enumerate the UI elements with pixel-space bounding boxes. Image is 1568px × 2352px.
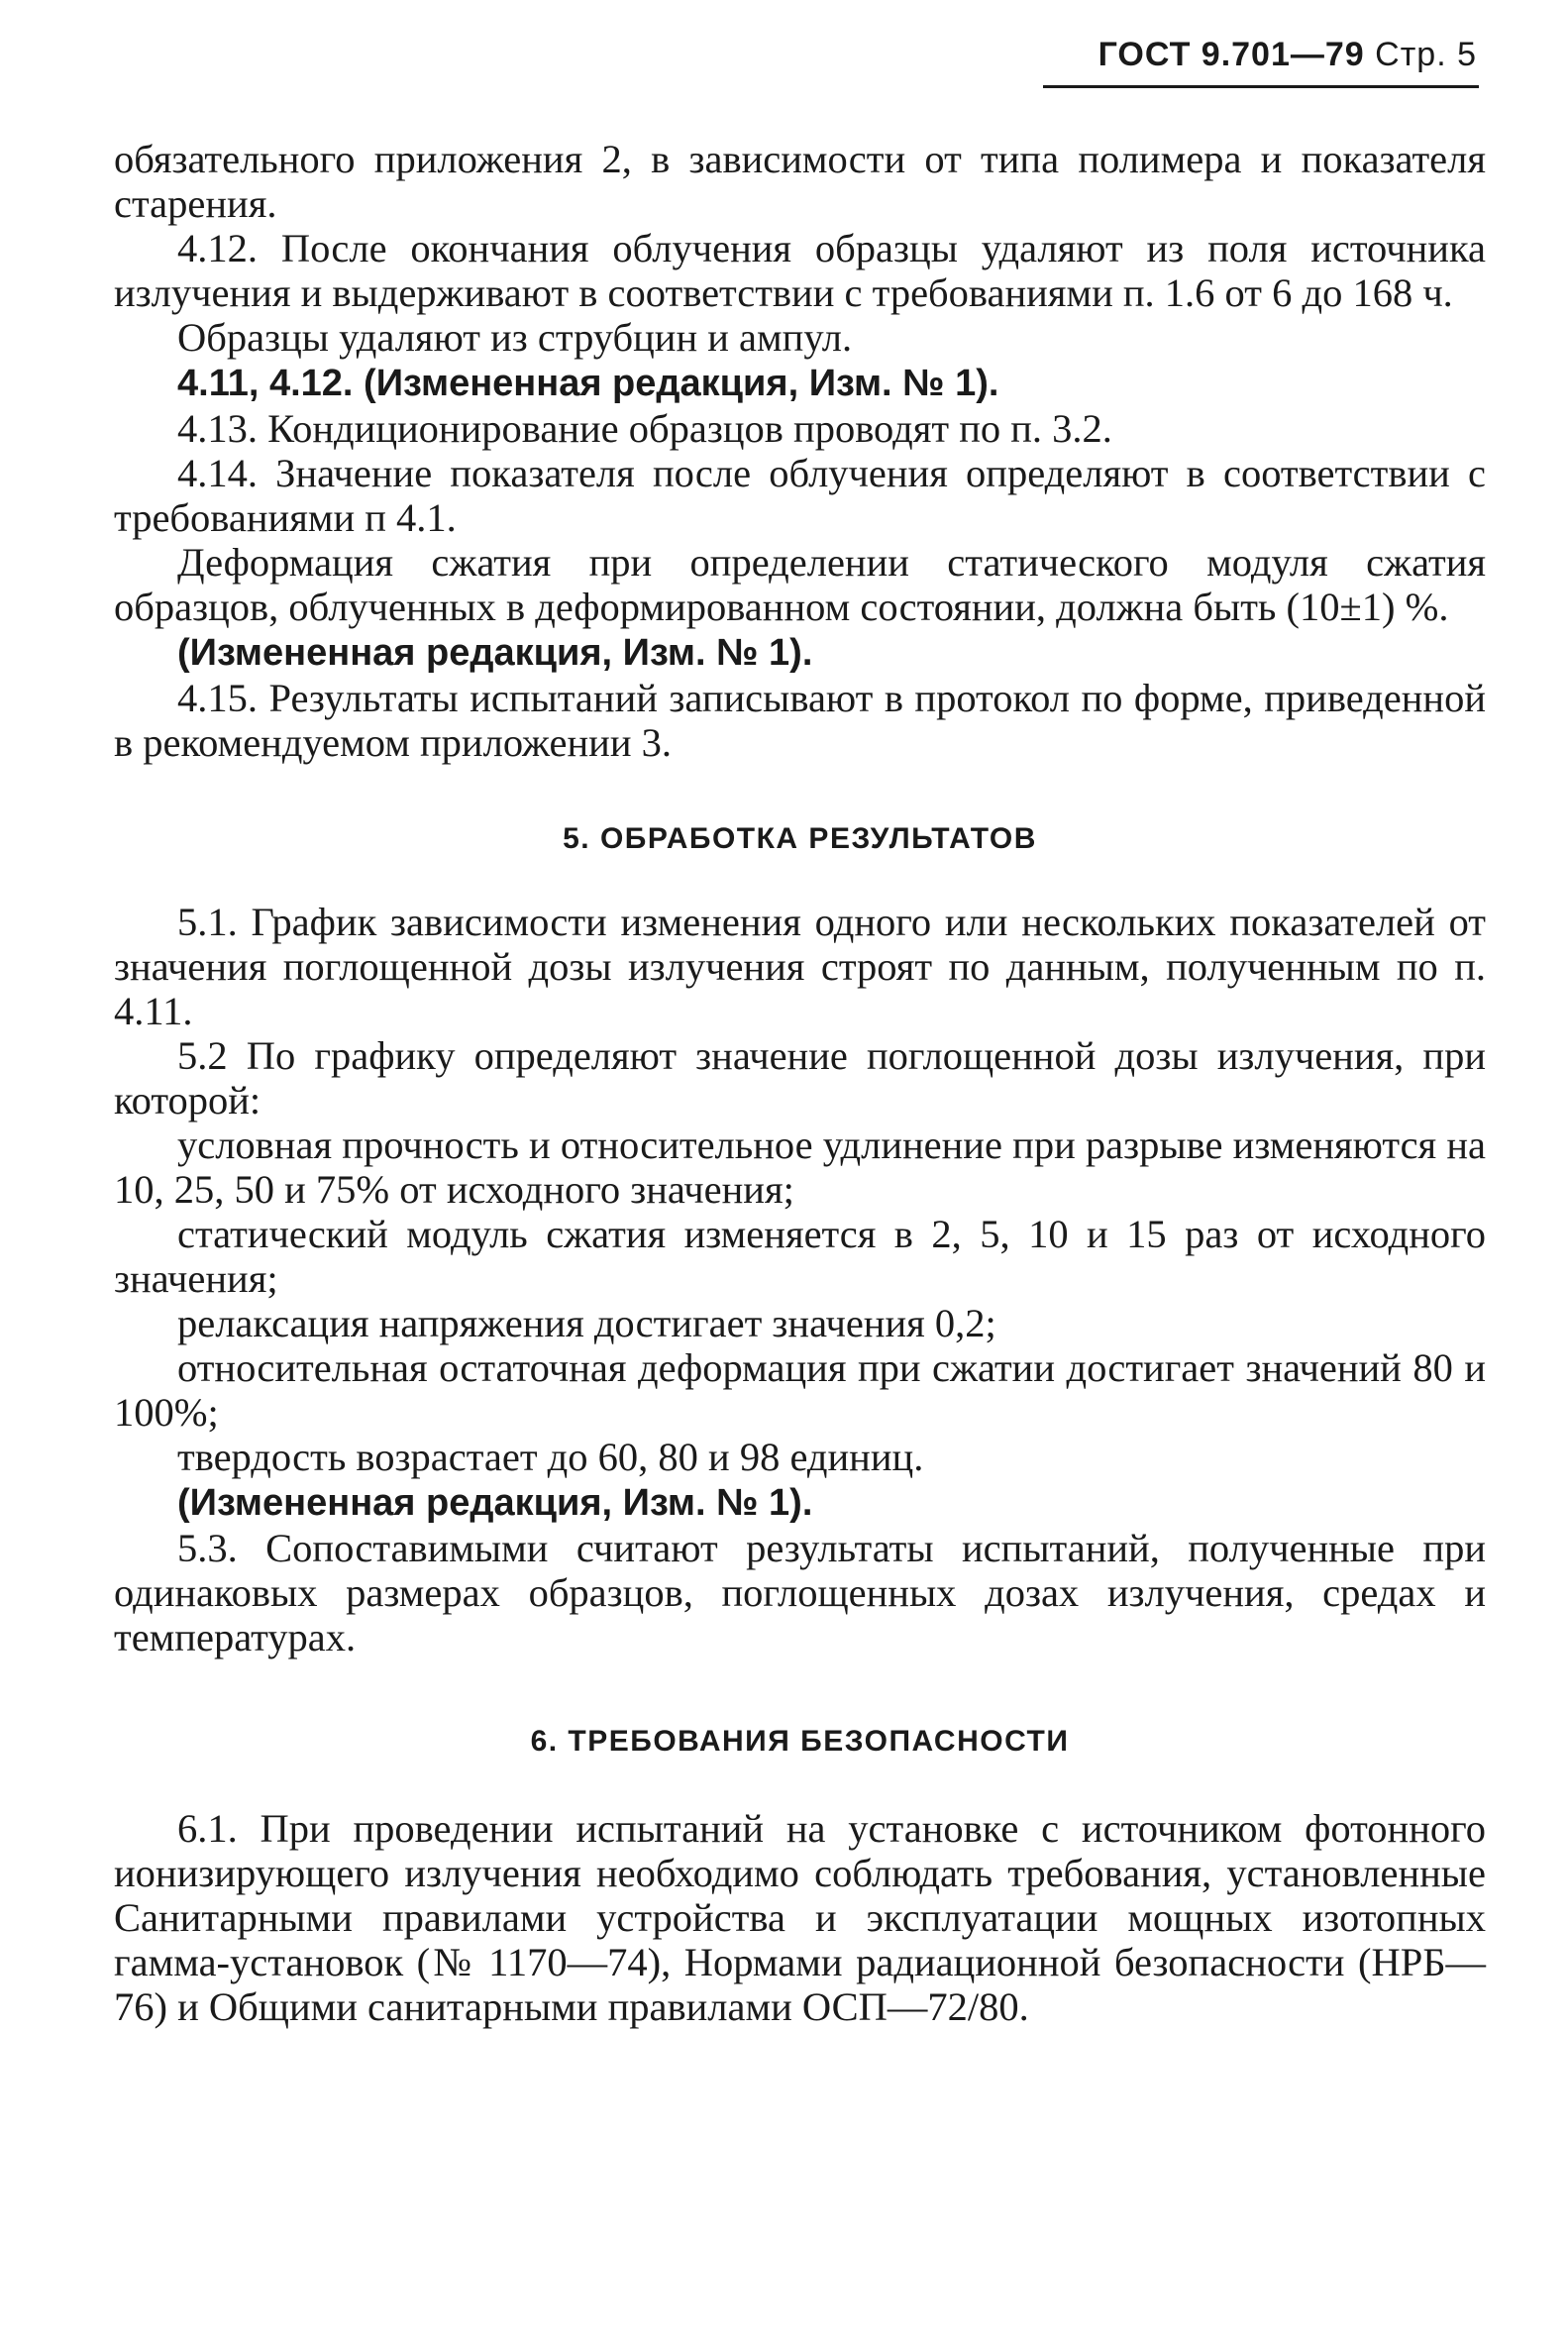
paragraph-5-1: 5.1. График зависимости изменения одного или нескольких показателей от значения поглощенной дозы излучения строят по данным, полученным по п. 4.11. (114, 900, 1486, 1033)
standard-number: ГОСТ 9.701—79 (1098, 36, 1365, 73)
page-number: Стр. 5 (1375, 36, 1477, 73)
amendment-note-4-14 (114, 629, 1486, 676)
amendment-note-4-11-4-12 (114, 360, 1486, 406)
list-item-modulus: статический модуль сжатия изменяется в 2, 5, 10 и 15 раз от исходного значения; (114, 1212, 1486, 1301)
amendment-note-5-2 (114, 1479, 1486, 1526)
header-divider (1043, 85, 1479, 88)
list-item-relaxation: релаксация напряжения достигает значения 0,2; (177, 1301, 996, 1345)
amendment-text: (Измененная редакция, Изм. № 1). (177, 1482, 813, 1524)
amendment-text: (Измененная редакция, Изм. № 1). (177, 632, 813, 674)
document-body (114, 137, 1486, 2029)
paragraph-4-12: 4.12. После окончания облучения образцы удаляют из поля источника излучения и выдерживают в соответствии с требованиями п. 1.6 от 6 до 168 ч. (114, 226, 1486, 315)
amendment-text: 4.11, 4.12. (Измененная редакция, Изм. № 1). (177, 363, 999, 404)
paragraph-continuation: обязательного приложения 2, в зависимости от типа полимера и показателя старения. (114, 137, 1486, 226)
paragraph-4-15: 4.15. Результаты испытаний записывают в протокол по форме, приведенной в рекомендуемом приложении 3. (114, 676, 1486, 765)
paragraph-5-2: 5.2 По графику определяют значение поглощенной дозы излучения, при которой: (114, 1033, 1486, 1123)
paragraph-4-12-note: Образцы удаляют из струбцин и ампул. (177, 315, 853, 360)
paragraph-4-13: 4.13. Кондиционирование образцов проводят по п. 3.2. (177, 406, 1112, 451)
section-heading-6: 6. ТРЕБОВАНИЯ БЕЗОПАСНОСТИ (530, 1725, 1070, 1758)
paragraph-4-14-deformation: Деформация сжатия при определении статического модуля сжатия образцов, облученных в деформированном состоянии, должна быть (10±1) %. (114, 540, 1486, 629)
list-item-hardness: твердость возрастает до 60, 80 и 98 единиц. (177, 1435, 924, 1479)
paragraph-6-1: 6.1. При проведении испытаний на установке с источником фотонного ионизирующего излучения необходимо соблюдать требования, установленные Санитарными правилами устройства и эксплуатации мощных изотопных гамма-установок (№ 1170—74), Нормами радиационной безопасности (НРБ—76) и Общими санитарными правилами ОСП—72/80. (114, 1806, 1486, 2029)
paragraph-4-14: 4.14. Значение показателя после облучения определяют в соответствии с требованиями п 4.1. (114, 451, 1486, 540)
page-header (1098, 36, 1477, 74)
list-item-strength: условная прочность и относительное удлинение при разрыве изменяются на 10, 25, 50 и 75% от исходного значения; (114, 1123, 1486, 1212)
paragraph-5-3: 5.3. Сопоставимыми считают результаты испытаний, полученные при одинаковых размерах образцов, поглощенных дозах излучения, средах и температурах. (114, 1526, 1486, 1659)
list-item-deformation: относительная остаточная деформация при сжатии достигает значений 80 и 100%; (114, 1345, 1486, 1435)
section-heading-5: 5. ОБРАБОТКА РЕЗУЛЬТАТОВ (563, 822, 1037, 855)
